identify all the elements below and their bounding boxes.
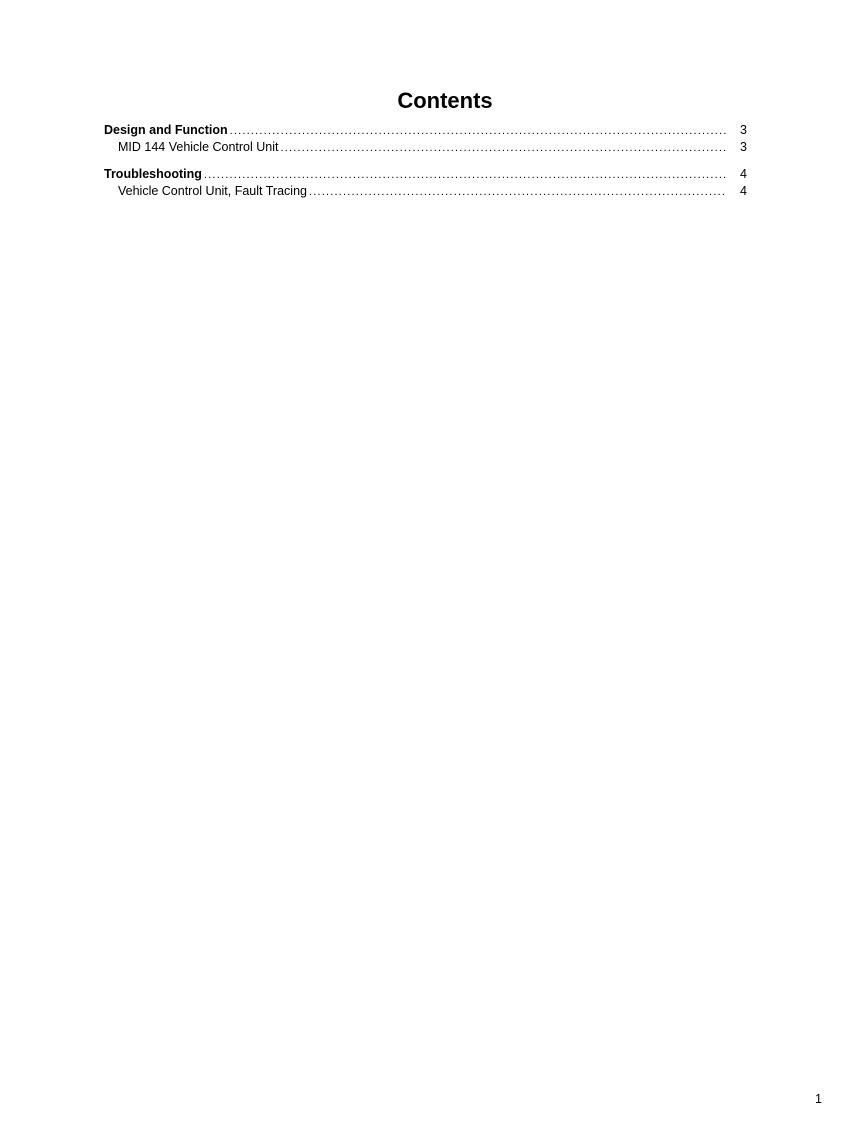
toc-entry-label: Vehicle Control Unit, Fault Tracing xyxy=(118,184,307,198)
toc-entry-design-and-function[interactable] xyxy=(104,122,747,139)
toc-section-design-and-function xyxy=(104,122,747,156)
toc-section-troubleshooting xyxy=(104,166,747,200)
page-number: 1 xyxy=(815,1092,822,1106)
toc-entry-label: Design and Function xyxy=(104,123,228,137)
dot-leader xyxy=(230,123,727,140)
toc-entry-label: MID 144 Vehicle Control Unit xyxy=(118,140,279,154)
toc-entry-page: 4 xyxy=(740,167,747,181)
dot-leader xyxy=(204,167,727,184)
toc-entry-page: 4 xyxy=(740,184,747,198)
toc-entry-label: Troubleshooting xyxy=(104,167,202,181)
toc-entry-troubleshooting[interactable] xyxy=(104,166,747,183)
dot-leader xyxy=(309,184,727,201)
table-of-contents xyxy=(104,122,747,210)
toc-entry-page: 3 xyxy=(740,140,747,154)
page-title: Contents xyxy=(397,88,493,113)
toc-entry-vehicle-control-unit-fault-tracing[interactable] xyxy=(104,183,747,200)
toc-entry-mid-144-vehicle-control-unit[interactable] xyxy=(104,139,747,156)
dot-leader xyxy=(281,140,728,157)
toc-entry-page: 3 xyxy=(740,123,747,137)
